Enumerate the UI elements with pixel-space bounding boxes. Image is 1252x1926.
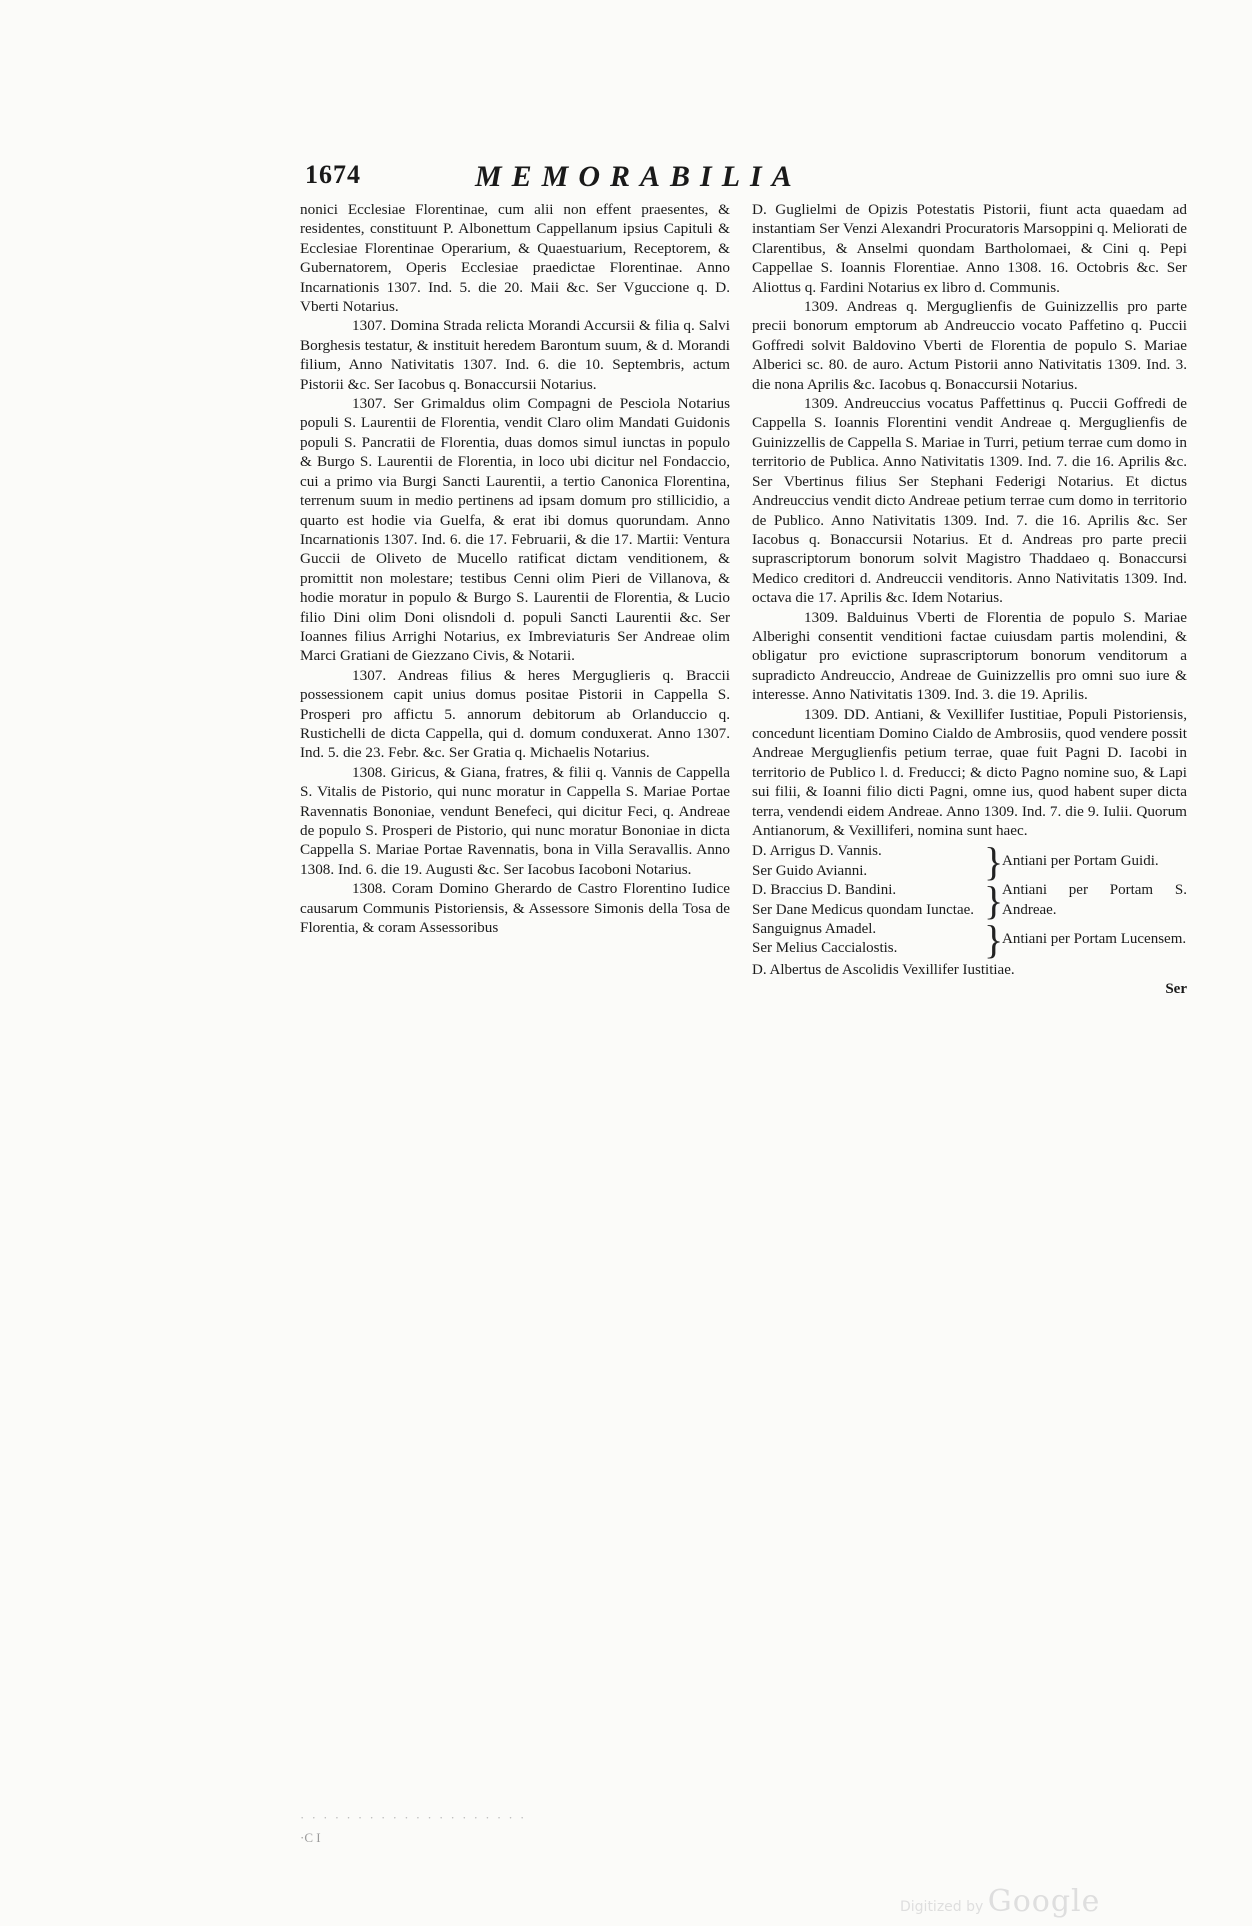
paragraph: nonici Ecclesiae Florentinae, cum alii non effent praesentes, & residentes, constituunt P. Albonettum Cappellanum ipsius Capituli & Ecclesiae Florentinae Operarium, & Quaestuarium, Receptorem, & Gubernatorem, Operis Ecclesiae praedictae Florentinae. Anno Incarnationis 1307. Ind. 5. die 20. Maii &c. Ser Vguccione q. D. Vberti Notarius.: [300, 201, 730, 316]
antiani-list: [752, 839, 1187, 999]
antiani-label: Antiani per Portam Guidi.: [1002, 853, 1159, 870]
paragraph: 1307. Ser Grimaldus olim Compagni de Pesciola Notarius populi S. Laurentii de Florentia, vendit Claro olim Mandati Guidonis populi S. Pancratii de Florentia, duas domos simul iunctas in populo & Burgo S. Laurentii de Florentia, in loco ubi dicitur nel Fondaccio, cui a primo via Burgi Sancti Laurentii, a tertio Canonica Florentina, terrenum suum in medio pertinens ad ipsam domum pro stillicidio, a quarto est hodie via Guelfa, & erat ibi domus quorundam. Anno Incarnationis 1307. Ind. 6. die 17. Februarii, & die 17. Martii: Ventura Guccii de Oliveto de Mucello ratificat dictam venditionem, & promittit non molestare; testibus Cenni olim Pieri de Villanova, & hodie moratur in populo & Burgo S. Laurentii de Florentia, & Lucio filio Dini olim Doni olisndoli d. populi Sancti Laurentii &c. Ser Ioannes filius Arrighi Notarius, ex Imbreviaturis Ser Andreae olim Marci Gratiani de Giezzano Civis, & Notarii.: [300, 395, 730, 665]
antiani-group: [752, 878, 1187, 924]
antiani-label: Antiani per Portam S. Andreae.: [1002, 882, 1187, 918]
antiani-name: Sanguignus Amadel.: [752, 921, 877, 938]
watermark-prefix: Digitized by: [900, 1899, 984, 1915]
antiani-names: [752, 920, 984, 959]
right-column: [752, 200, 1187, 1000]
antiani-name: Ser Guido Avianni.: [752, 862, 868, 879]
antiani-name: D. Arrigus D. Vannis.: [752, 843, 882, 860]
antiani-name: Ser Melius Caccialostis.: [752, 940, 898, 957]
google-logo-icon: Google: [987, 1884, 1101, 1919]
vexillifer-name: D. Albertus de Ascolidis Vexillifer Iustitiae.: [752, 961, 1015, 978]
antiani-label: Antiani per Portam Lucensem.: [1002, 930, 1187, 947]
catchword: Ser: [1165, 981, 1187, 998]
left-column: [300, 200, 730, 937]
page-number: 1674: [305, 160, 361, 189]
paragraph: 1307. Andreas filius & heres Merguglieris q. Braccii possessionem capit unius domus positae Pistorii in Cappella S. Prosperi pro affictu 5. annorum debitorum ab Orlanduccio q. Rustichelli de dicta Cappella, qui d. domum conduxerat. Anno 1307. Ind. 5. die 23. Febr. &c. Ser Gratia q. Michaelis Notarius.: [300, 666, 730, 762]
brace-icon: }: [984, 916, 1004, 962]
running-title: MEMORABILIA: [475, 160, 802, 193]
paragraph: 1309. Balduinus Vberti de Florentia de populo S. Mariae Alberighi consentit venditioni factae cuiusdam partis molendini, & obligatur pro evictione suprascriptorum bonorum venditorum a supradicto Andreuccio, Andreae de Guinizzellis pro omni suo iure & interesse. Anno Nativitatis 1309. Ind. 3. die 19. Aprilis.: [752, 608, 1187, 704]
antiani-group: [752, 839, 1187, 885]
paragraph: D. Guglielmi de Opizis Potestatis Pistorii, fiunt acta quaedam ad instantiam Ser Venzi Alexandri Procuratoris Marsoppini q. Meliorati de Clarentibus, & Anselmi quondam Bartholomaei, & Cini q. Pepi Cappellae S. Ioannis Florentiae. Anno 1308. 16. Octobris &c. Ser Aliottus q. Fardini Notarius ex libro d. Communis.: [752, 201, 1187, 296]
paragraph: 1309. DD. Antiani, & Vexillifer Iustitiae, Populi Pistoriensis, concedunt licentiam Domino Cialdo de Ambrosiis, quod vendere possit Andreae Merguglienfis petium terrae, quae fuit Pagni D. Iacobi in territorio de Publico l. d. Freducci; & dicto Pagno nomine suo, & Lapi sui filii, & Ioanni filio dicti Pagni, omne ius, quod habent super dicta terra, vendendi eidem Andreae. Anno 1309. Ind. 7. die 9. Iulii. Quorum Antianorum, & Vexilliferi, nomina sunt haec.: [752, 705, 1187, 839]
antiani-names: [752, 881, 984, 920]
antiani-names: [752, 842, 984, 881]
paragraph: 1308. Coram Domino Gherardo de Castro Florentino Iudice causarum Communis Pistoriensis, & Assessore Simonis della Tosa de Florentia, & coram Assessoribus: [300, 880, 730, 937]
signature-mark: ·C I: [300, 1830, 321, 1845]
digitizer-watermark: [900, 1884, 1100, 1919]
paragraph: 1307. Domina Strada relicta Morandi Accursii & filia q. Salvi Borghesis testatur, & instituit heredem Barontum suum, & d. Morandi filium, Anno Nativitatis 1307. Ind. 6. die 10. Septembris, actum Pistorii &c. Ser Iacobus q. Bonaccursii Notarius.: [300, 317, 730, 393]
brace-icon: }: [984, 878, 1004, 924]
antiani-name: Ser Dane Medicus quondam Iunctae.: [752, 901, 975, 918]
antiani-group: [752, 916, 1187, 962]
page-header: [305, 160, 945, 194]
brace-icon: }: [984, 839, 1004, 885]
bleed-through-smudge: · · · · · · · · · · · · · · · · · · · ·: [300, 1810, 527, 1825]
vexillifer-line: [752, 961, 1187, 980]
paragraph: 1309. Andreas q. Merguglienfis de Guinizzellis pro parte precii bonorum emptorum ab Andreuccio vocato Paffetino q. Puccii Goffredi solvit Baldovino Vberti de Florentia de populo S. Mariae Alberici sc. 80. de auro. Actum Pistorii anno Nativitatis 1309. Ind. 3. die nona Aprilis &c. Iacobus q. Bonaccursii Notarius.: [752, 298, 1187, 393]
paragraph: 1308. Giricus, & Giana, fratres, & filii q. Vannis de Cappella S. Vitalis de Pistorio, qui nunc moratur in Cappella S. Mariae Portae Ravennatis Bononiae, vendunt Benefeci, qui dicitur Feci, q. Andreae de populo S. Prosperi de Pistorio, qui nunc moratur Bononiae in dicta Cappella S. Mariae Portae Ravennatis, bona in Villa Seravallis. Anno 1308. Ind. 6. die 19. Augusti &c. Ser Iacobus Iacoboni Notarius.: [300, 763, 730, 878]
paragraph: 1309. Andreuccius vocatus Paffettinus q. Puccii Goffredi de Cappella S. Ioannis Florentini vendit Andreae q. Merguglienfis de Guinizzellis de Cappella S. Mariae in Turri, petium terrae cum domo in territorio de Publica. Anno Nativitatis 1309. Ind. 7. die 16. Aprilis &c. Ser Vbertinus filius Ser Stephani Federigi Notarius. Et dictus Andreuccius vendit dicto Andreae petium terrae cum domo in territorio de Publico. Anno Nativitatis 1309. Ind. 7. die 16. Aprilis &c. Ser Iacobus q. Bonaccursii Notarius. Et d. Andreas pro parte precii suprascriptorum bonorum solvit Magistro Thaddaeo q. Bonaccursi Medico creditori d. Andreuccii venditoris. Anno Nativitatis 1309. Ind. octava die 17. Aprilis &c. Idem Notarius.: [752, 395, 1187, 607]
antiani-name: D. Braccius D. Bandini.: [752, 882, 897, 899]
